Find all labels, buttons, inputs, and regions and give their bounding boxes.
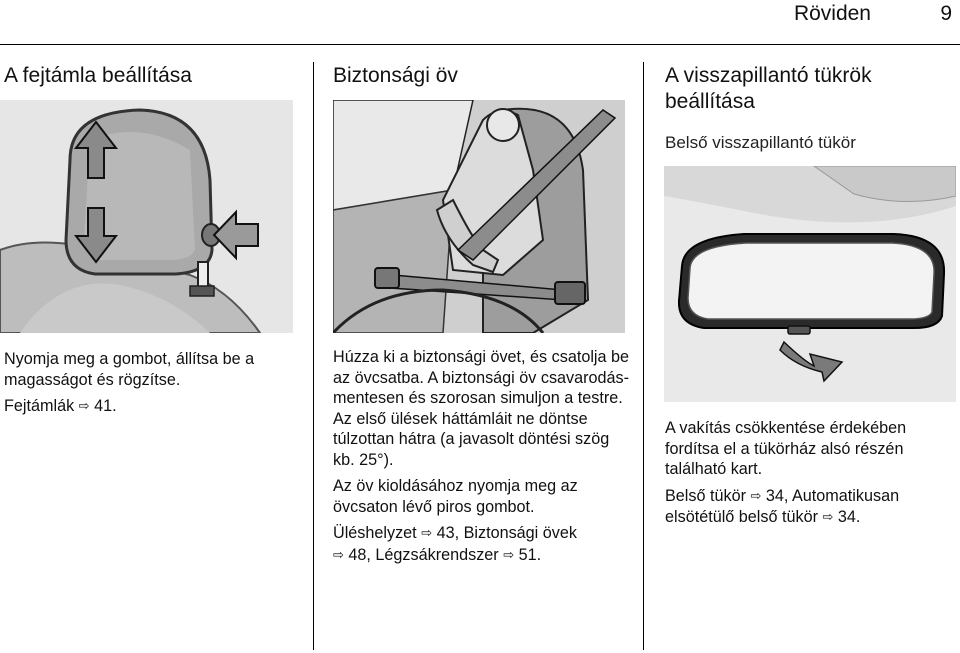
headrest-illustration (0, 100, 293, 333)
seatbelt-heading: Biztonsági öv (333, 64, 458, 87)
running-header-title: Röviden (793, 2, 871, 25)
page-reference: 41. (89, 397, 117, 415)
cross-reference-arrow-icon: ⇨ (333, 546, 344, 562)
cross-reference-arrow-icon: ⇨ (503, 546, 515, 562)
reference-label: Belső tükör (665, 486, 746, 505)
mirrors-heading: A visszapillantó tükrök beállítása (665, 64, 872, 113)
seatbelt-illustration (333, 100, 625, 333)
mirror-instruction: A vakítás csökkentése érdekében fordítsa el a tükörház alsó részén található kart. (665, 419, 907, 478)
seatbelt-release: Az öv kioldásához nyomja meg az övcsaton lévő piros gombot. (333, 477, 578, 516)
page-reference: 48, Légzsákrendszer (343, 545, 499, 564)
headrest-instruction: Nyomja meg a gombot, állítsa be a magasságot és rögzítse. (4, 350, 255, 389)
reference-label: Fejtámlák (4, 397, 75, 415)
page-reference: 34. (833, 508, 861, 526)
reference-label: Üléshelyzet (333, 524, 417, 542)
page-reference: 34, Automatikusan elsötétülő belső tükör (665, 486, 900, 526)
headrest-heading: A fejtámla beállítása (4, 64, 192, 87)
seatbelt-text (333, 347, 633, 572)
header-rule (0, 44, 960, 45)
interior-mirror-subheading: Belső visszapillantó tükör (665, 133, 856, 152)
seatbelt-references (333, 523, 633, 566)
column-divider-1 (313, 62, 314, 650)
cross-reference-arrow-icon: ⇨ (822, 509, 834, 524)
mirror-illustration (664, 166, 956, 402)
column-divider-2 (643, 62, 644, 650)
page-reference: 51. (514, 545, 542, 564)
headrest-text (4, 349, 299, 424)
cross-reference-arrow-icon: ⇨ (421, 525, 433, 540)
mirror-references (665, 486, 957, 529)
page-number: 9 (940, 2, 952, 25)
page-reference: 43, Biztonsági övek (432, 524, 577, 542)
mirror-text (665, 418, 957, 535)
cross-reference-arrow-icon: ⇨ (78, 398, 90, 413)
headrest-reference (4, 396, 299, 418)
cross-reference-arrow-icon: ⇨ (750, 487, 762, 503)
seatbelt-instruction: Húzza ki a biztonsági övet, és csatolja be az övcsatba. A biztonsági öv csavarodás-mentesen és szorosan simuljon a testre. Az első ülések háttámláit ne döntse túlzottan hátra (a javasolt döntési szög kb. 25°). (333, 348, 630, 469)
